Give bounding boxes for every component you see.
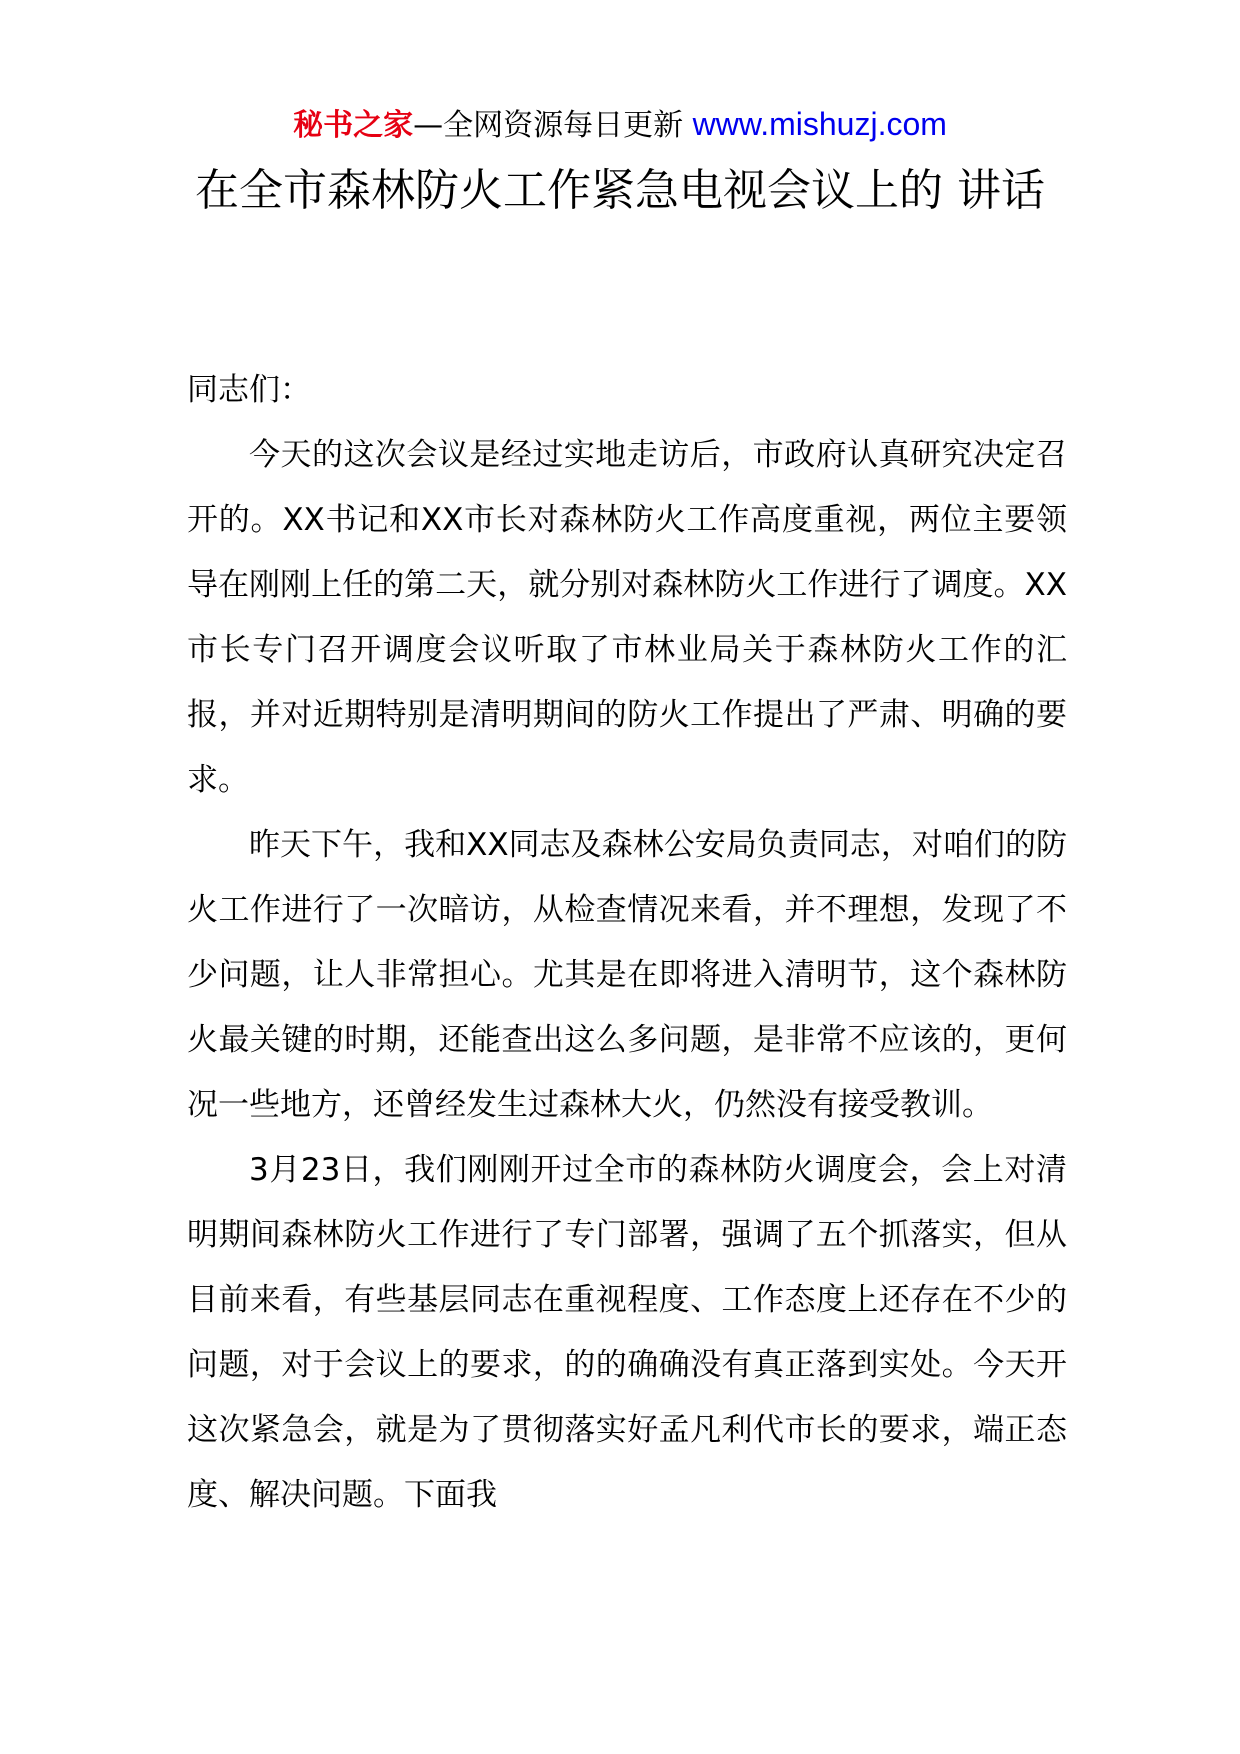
document-title: 在全市森林防火工作紧急电视会议上的 讲话 [195, 165, 1045, 216]
paragraph-3: 3月23日，我们刚刚开过全市的森林防火调度会，会上对清明期间森林防火工作进行了专门部署，强调了五个抓落实，但从目前来看，有些基层同志在重视程度、工作态度上还存在不少的问题，对于会议上的要求，的的确确没有真正落到实处。今天开这次紧急会，就是为了贯彻落实好孟凡利代市长的要求，端正态度、解决问题。下面我 [187, 1152, 1067, 1513]
document-body [187, 358, 1067, 1528]
site-header [0, 104, 1240, 146]
paragraph-2: 昨天下午，我和XX同志及森林公安局负责同志，对咱们的防火工作进行了一次暗访，从检查情况来看，并不理想，发现了不少问题，让人非常担心。尤其是在即将进入清明节，这个森林防火最关键的时期，还能查出这么多问题，是非常不应该的，更何况一些地方，还曾经发生过森林大火，仍然没有接受教训。 [187, 827, 1067, 1123]
paragraph-1: 今天的这次会议是经过实地走访后，市政府认真研究决定召开的。XX书记和XX市长对森林防火工作高度重视，两位主要领导在刚刚上任的第二天，就分别对森林防火工作进行了调度。XX市长专门召开调度会议听取了市林业局关于森林防火工作的汇报，并对近期特别是清明期间的防火工作提出了严肃、明确的要求。 [187, 437, 1067, 798]
site-url-link[interactable]: www.mishuzj.com [692, 106, 947, 142]
salutation: 同志们： [187, 372, 311, 408]
brand-name: 秘书之家 [293, 108, 414, 143]
header-tagline: —全网资源每日更新 [413, 108, 684, 143]
